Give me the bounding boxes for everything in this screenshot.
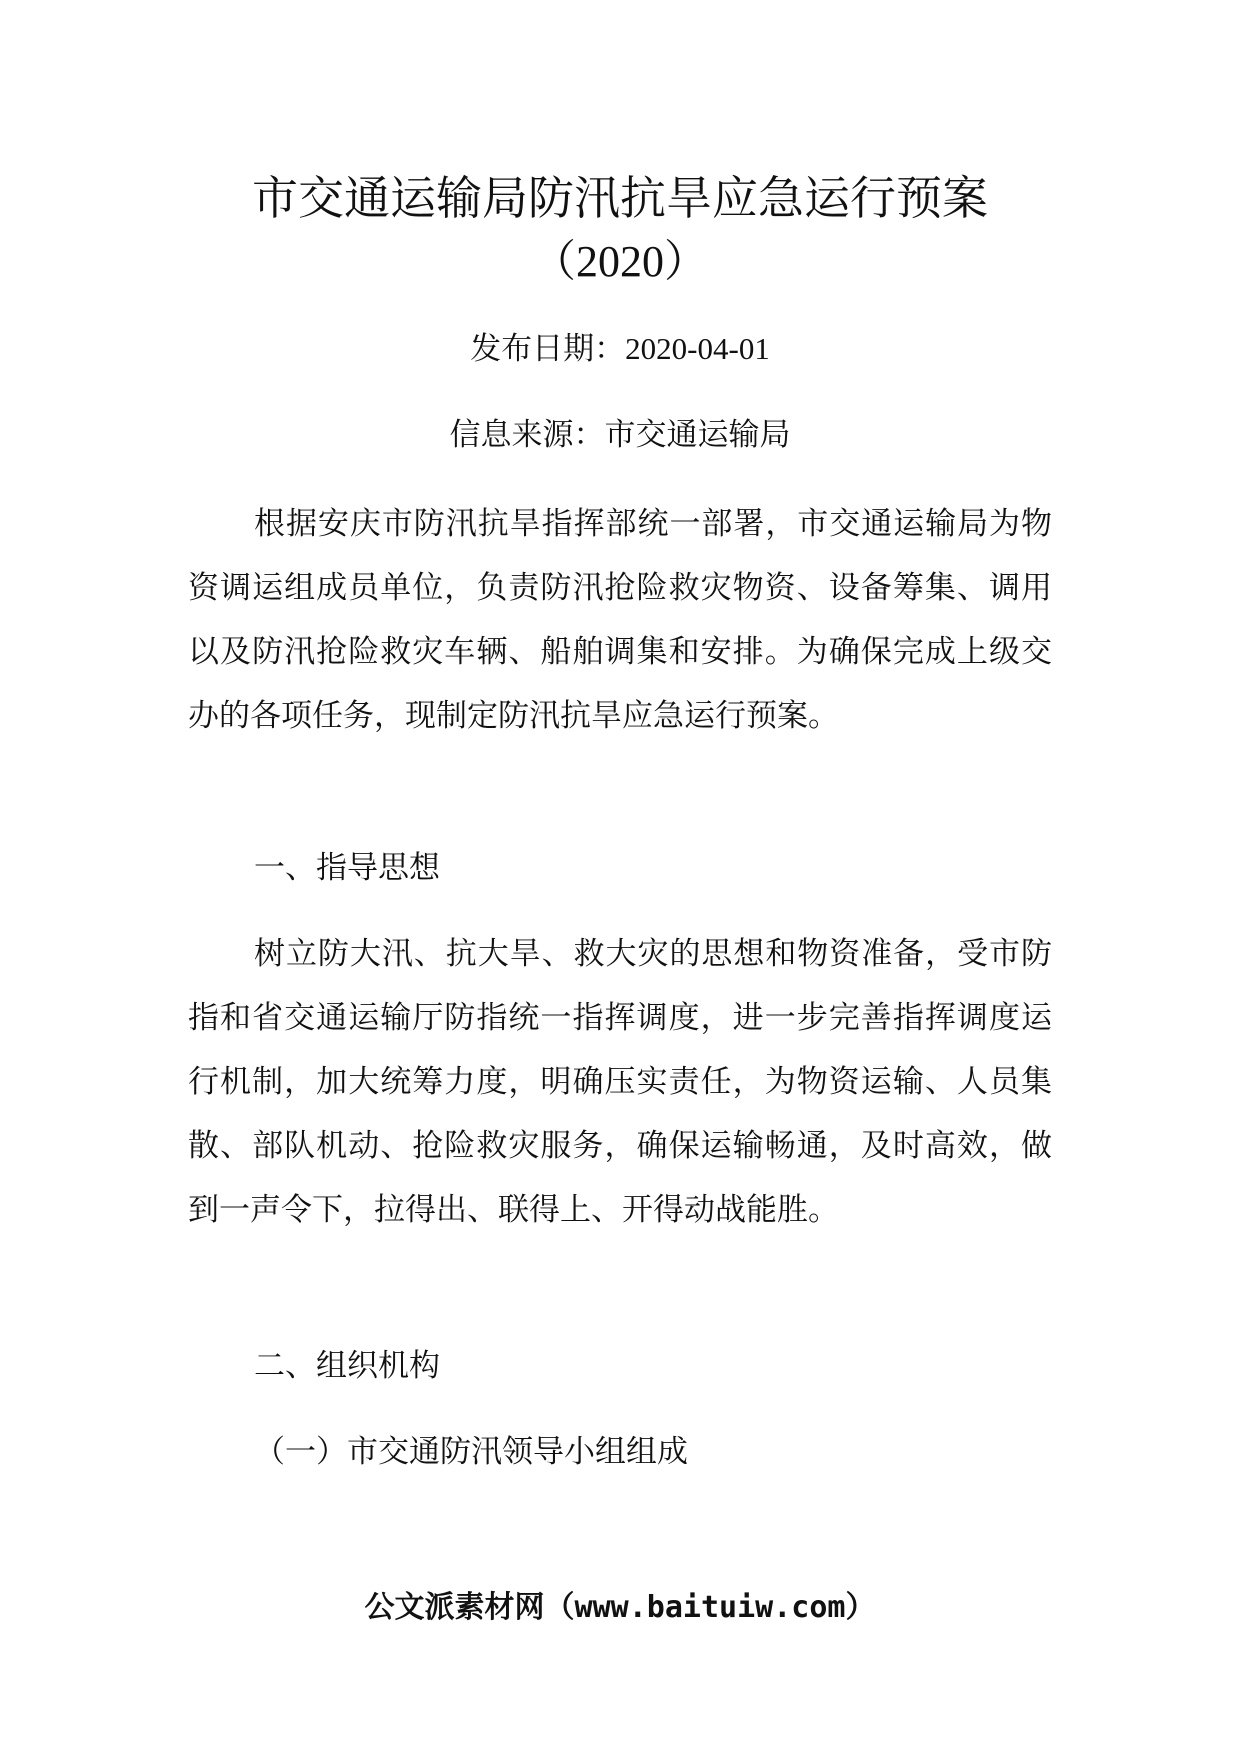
publish-date [0, 327, 1240, 371]
document-year: （2020） [532, 237, 708, 286]
intro-paragraph: 根据安庆市防汛抗旱指挥部统一部署，市交通运输局为物资调运组成员单位，负责防汛抢险救灾物资、设备筹集、调用以及防汛抢险救灾车辆、船舶调集和安排。为确保完成上级交办的各项任务，现制定防汛抗旱应急运行预案。 [188, 506, 1052, 734]
publish-date-label: 发布日期： [470, 331, 626, 367]
intro-paragraph-block [188, 492, 1052, 748]
section-heading-block-1 [188, 836, 1052, 900]
footer-watermark [0, 1588, 1240, 1628]
subsection-heading-leadership-group: （一）市交通防汛领导小组组成 [254, 1434, 688, 1470]
footer-site-name: 公文派素材网（ [364, 1590, 575, 1625]
info-source: 信息来源：市交通运输局 [449, 417, 791, 453]
section-heading-block-2 [188, 1334, 1052, 1398]
document-title: 市交通运输局防汛抗旱应急运行预案 [252, 171, 988, 225]
guiding-paragraph-block [188, 922, 1052, 1242]
subsection-heading-block [188, 1420, 1052, 1484]
footer-url: www.baituiw.com [574, 1590, 846, 1625]
publish-date-value: 2020-04-01 [625, 331, 770, 366]
section-heading-organization: 二、组织机构 [254, 1348, 440, 1384]
section-heading-guiding-ideology: 一、指导思想 [254, 850, 440, 886]
guiding-paragraph: 树立防大汛、抗大旱、救大灾的思想和物资准备，受市防指和省交通运输厅防指统一指挥调度，进一步完善指挥调度运行机制，加大统筹力度，明确压实责任，为物资运输、人员集散、部队机动、抢险救灾服务，确保运输畅通，及时高效，做到一声令下，拉得出、联得上、开得动战能胜。 [188, 936, 1052, 1228]
footer-close: ） [845, 1590, 876, 1625]
